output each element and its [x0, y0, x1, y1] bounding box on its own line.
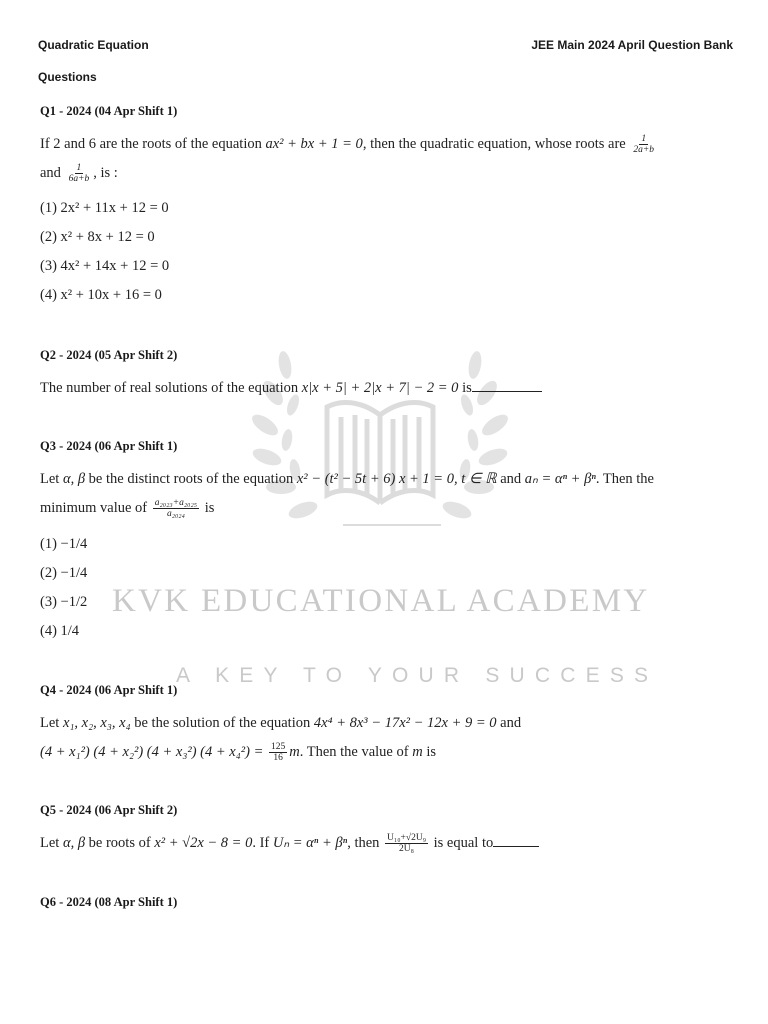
q5-fraction: $\frac{\text{U₁₀+√2U₉}}{\text{2U₈}}$	[387, 833, 427, 855]
q1-heading: Q1 - 2024 (04 Apr Shift 1)	[40, 104, 178, 118]
q6-heading: Q6 - 2024 (08 Apr Shift 1)	[40, 895, 178, 909]
q4-text-line2: (4 + x₁²) (4 + x₂²) (4 + x₃²) (4 + x₄²) = $\frac{125}{16}$ m. Then the value of m is	[40, 742, 436, 764]
q5-text: Let α, β be roots of x² + √2x − 8 = 0. If Uₙ = αⁿ + βⁿ, then $\frac{\text{U₁₀+√2U₉}}{\text{2U₈}}$ is equal to	[40, 833, 539, 854]
q1-option-2[interactable]: (2) x² + 8x + 12 = 0	[40, 229, 155, 245]
q4-text-line1: Let x₁, x₂, x₃, x₄ be the solution of the equation 4x⁴ + 8x³ − 17x² − 12x + 9 = 0 and	[40, 715, 522, 731]
watermark-title: KVK EDUCATIONAL ACADEMY	[112, 583, 650, 619]
academy-logo-watermark	[245, 345, 515, 535]
q1-option-1[interactable]: (1) 2x² + 11x + 12 = 0	[40, 200, 169, 216]
q1-option-4[interactable]: (4) x² + 10x + 16 = 0	[40, 287, 162, 303]
q3-sequence: aₙ = αⁿ + βⁿ	[524, 471, 596, 487]
q2-answer-blank[interactable]	[472, 391, 542, 392]
q1-fraction-1: $\frac{1}{2a+b}$	[633, 134, 655, 156]
q3-text-line2: minimum value of $\frac{\text{a₂₀₂₃+a₂₀₂₅}}{\text{a₂₀₂₄}}$ is	[40, 498, 215, 520]
header-topic: Quadratic Equation	[38, 38, 149, 52]
q5-heading: Q5 - 2024 (06 Apr Shift 2)	[40, 803, 178, 817]
q1-text-line2: and $\frac{1}{6a+b}$ , is :	[40, 163, 118, 185]
q5-answer-blank[interactable]	[493, 846, 539, 847]
q3-option-4[interactable]: (4) 1/4	[40, 623, 80, 639]
watermark-tagline: A KEY TO YOUR SUCCESS	[176, 664, 659, 687]
q2-equation: x|x + 5| + 2|x + 7| − 2 = 0	[301, 380, 459, 396]
q1-fraction-2: $\frac{1}{6a+b}$	[68, 163, 90, 185]
q3-option-2[interactable]: (2) −1/4	[40, 565, 88, 581]
q2-heading: Q2 - 2024 (05 Apr Shift 2)	[40, 348, 178, 362]
q4-equation: 4x⁴ + 8x³ − 17x² − 12x + 9 = 0	[313, 715, 497, 731]
q3-heading: Q3 - 2024 (06 Apr Shift 1)	[40, 439, 178, 453]
q2-text: The number of real solutions of the equation x|x + 5| + 2|x + 7| − 2 = 0 is	[40, 378, 542, 398]
q4-fraction: $\frac{125}{16}$	[270, 742, 286, 764]
q3-option-3[interactable]: (3) −1/2	[40, 594, 88, 610]
q1-option-3[interactable]: (3) 4x² + 14x + 12 = 0	[40, 258, 170, 274]
q4-heading: Q4 - 2024 (06 Apr Shift 1)	[40, 683, 178, 697]
q4-product-expression: (4 + x₁²) (4 + x₂²) (4 + x₃²) (4 + x₄²) =	[40, 744, 267, 760]
q3-fraction: $\frac{\text{a₂₀₂₃+a₂₀₂₅}}{\text{a₂₀₂₄}}$	[154, 498, 198, 520]
q1-equation: ax² + bx + 1 = 0	[265, 136, 363, 152]
q3-option-1[interactable]: (1) −1/4	[40, 536, 88, 552]
q1-text-line1: If 2 and 6 are the roots of the equation ax² + bx + 1 = 0, then the quadratic equation, whose roots are $\frac{1}{2a+b}$	[40, 134, 655, 156]
header-source: JEE Main 2024 April Question Bank	[531, 38, 733, 52]
section-title: Questions	[38, 70, 97, 84]
q5-equation: x² + √2x − 8 = 0	[154, 835, 253, 851]
q3-equation: x² − (t² − 5t + 6) x + 1 = 0, t ∈ ℝ	[296, 471, 497, 487]
q5-sequence: Uₙ = αⁿ + βⁿ	[272, 835, 348, 851]
q3-text-line1: Let α, β be the distinct roots of the equation x² − (t² − 5t + 6) x + 1 = 0, t ∈ ℝ and aₙ = αⁿ + βⁿ. Then the	[40, 471, 654, 487]
